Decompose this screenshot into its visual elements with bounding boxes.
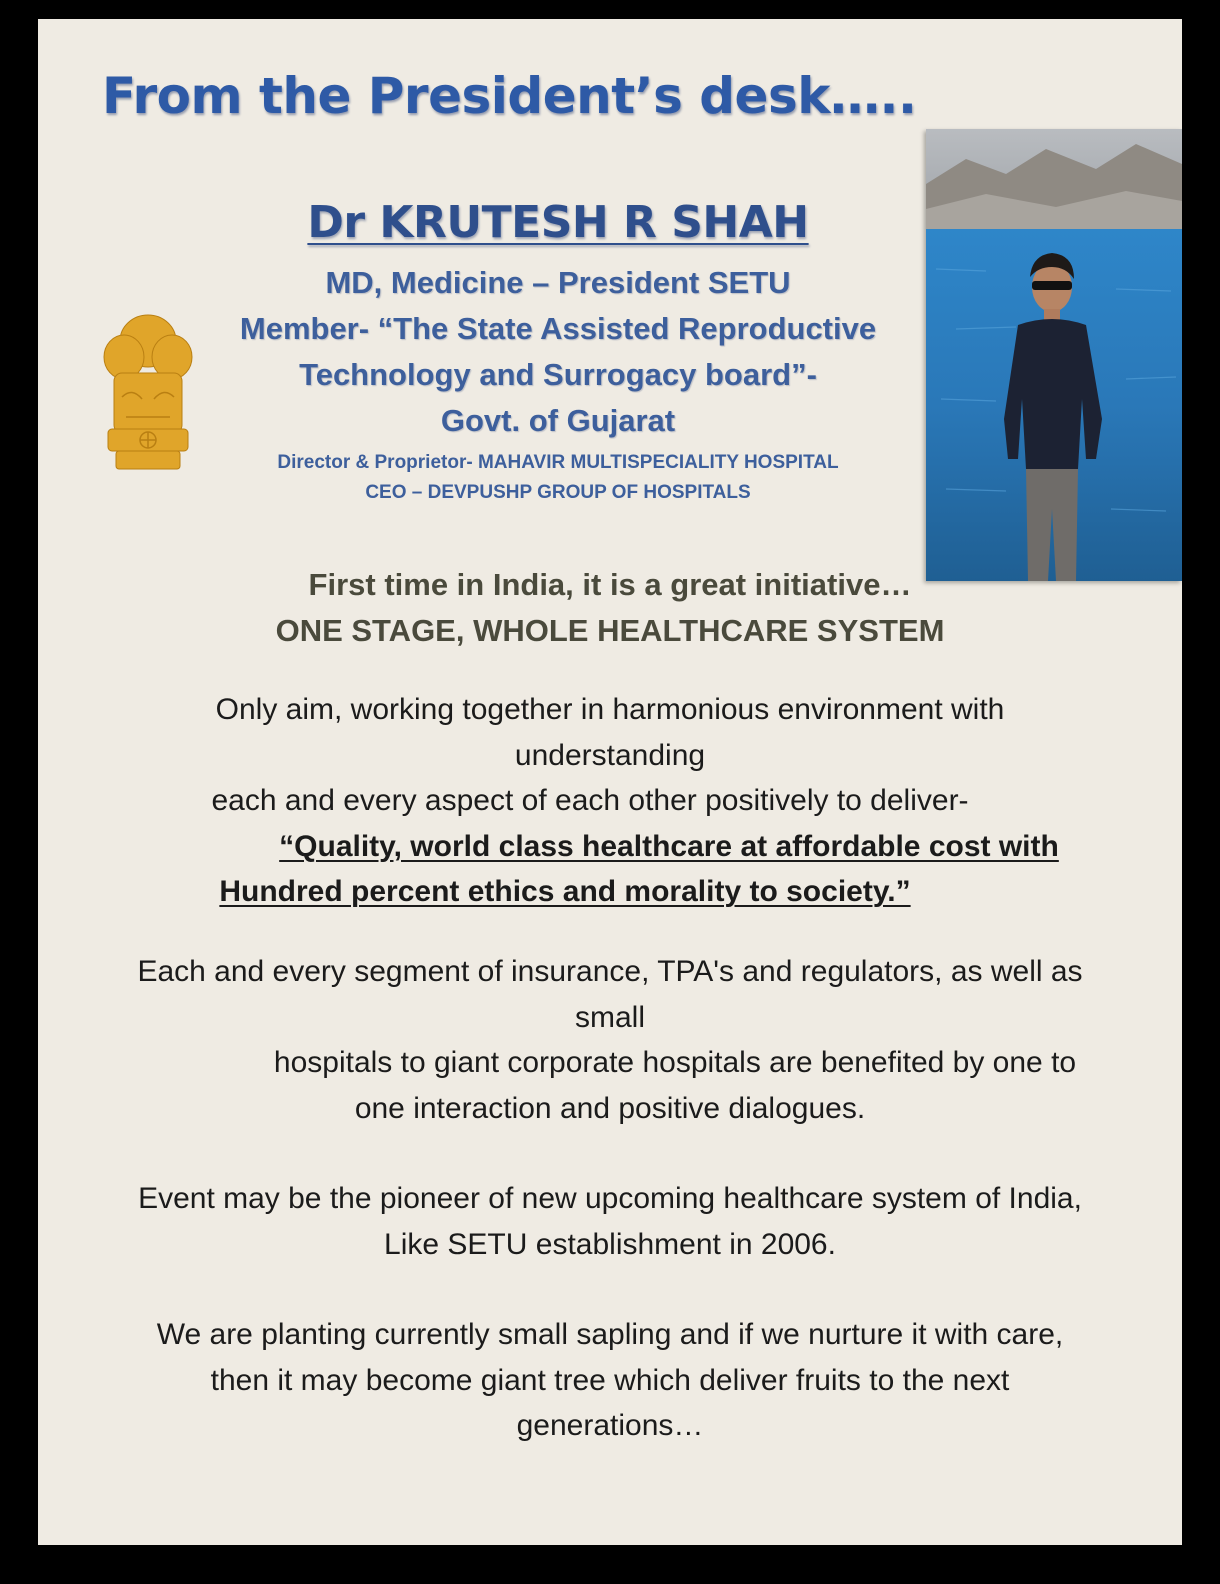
- paragraph-line: then it may become giant tree which deliver fruits to the next: [210, 1363, 1010, 1397]
- position-line: Director & Proprietor- MAHAVIR MULTISPECIALITY HOSPITAL: [277, 452, 839, 473]
- paragraph-line: We are planting currently small sapling and if we nurture it with care,: [156, 1318, 1064, 1351]
- paragraph-line: Event may be the pioneer of new upcoming healthcare system of India,: [138, 1182, 1082, 1215]
- quote-line: Hundred percent ethics and morality to society.”: [219, 875, 911, 908]
- paragraph-line: hospitals to giant corporate hospitals are benefited by one to: [273, 1046, 1077, 1079]
- paragraph-line: Only aim, working together in harmonious environment with: [215, 693, 1005, 726]
- paragraph-line: each and every aspect of each other positively to deliver-: [211, 784, 969, 817]
- sapling-paragraph: [38, 1312, 1182, 1449]
- paragraph-line: Like SETU establishment in 2006.: [384, 1227, 836, 1261]
- tagline: [38, 562, 1182, 654]
- aim-paragraph: [38, 687, 1182, 915]
- event-paragraph: [38, 1176, 1182, 1267]
- tagline-line: ONE STAGE, WHOLE HEALTHCARE SYSTEM: [275, 613, 945, 648]
- segments-paragraph: [38, 949, 1182, 1131]
- flyer-page: [38, 19, 1182, 1545]
- paragraph-line: one interaction and positive dialogues.: [354, 1091, 866, 1125]
- president-photo: [926, 129, 1182, 581]
- paragraph-line: Each and every segment of insurance, TPA's and regulators, as well as: [137, 955, 1083, 988]
- credential-line: Technology and Surrogacy board”-: [299, 357, 817, 392]
- paragraph-line: small: [574, 1000, 645, 1034]
- position-line: CEO – DEVPUSHP GROUP OF HOSPITALS: [365, 482, 751, 503]
- president-name: Dr KRUTESH R SHAH: [307, 197, 809, 248]
- paragraph-line: understanding: [514, 738, 706, 772]
- president-credentials: [208, 197, 908, 508]
- credential-line: Member- “The State Assisted Reproductive: [239, 311, 877, 346]
- quote-line: “Quality, world class healthcare at affordable cost with: [279, 829, 1059, 863]
- page-title: From the President’s desk…..: [102, 67, 917, 125]
- tagline-line: First time in India, it is a great initiative…: [308, 567, 912, 602]
- paragraph-line: generations…: [516, 1409, 704, 1442]
- credential-line: MD, Medicine – President SETU: [325, 265, 791, 300]
- credential-line: Govt. of Gujarat: [440, 403, 676, 438]
- national-emblem-icon: [102, 307, 194, 477]
